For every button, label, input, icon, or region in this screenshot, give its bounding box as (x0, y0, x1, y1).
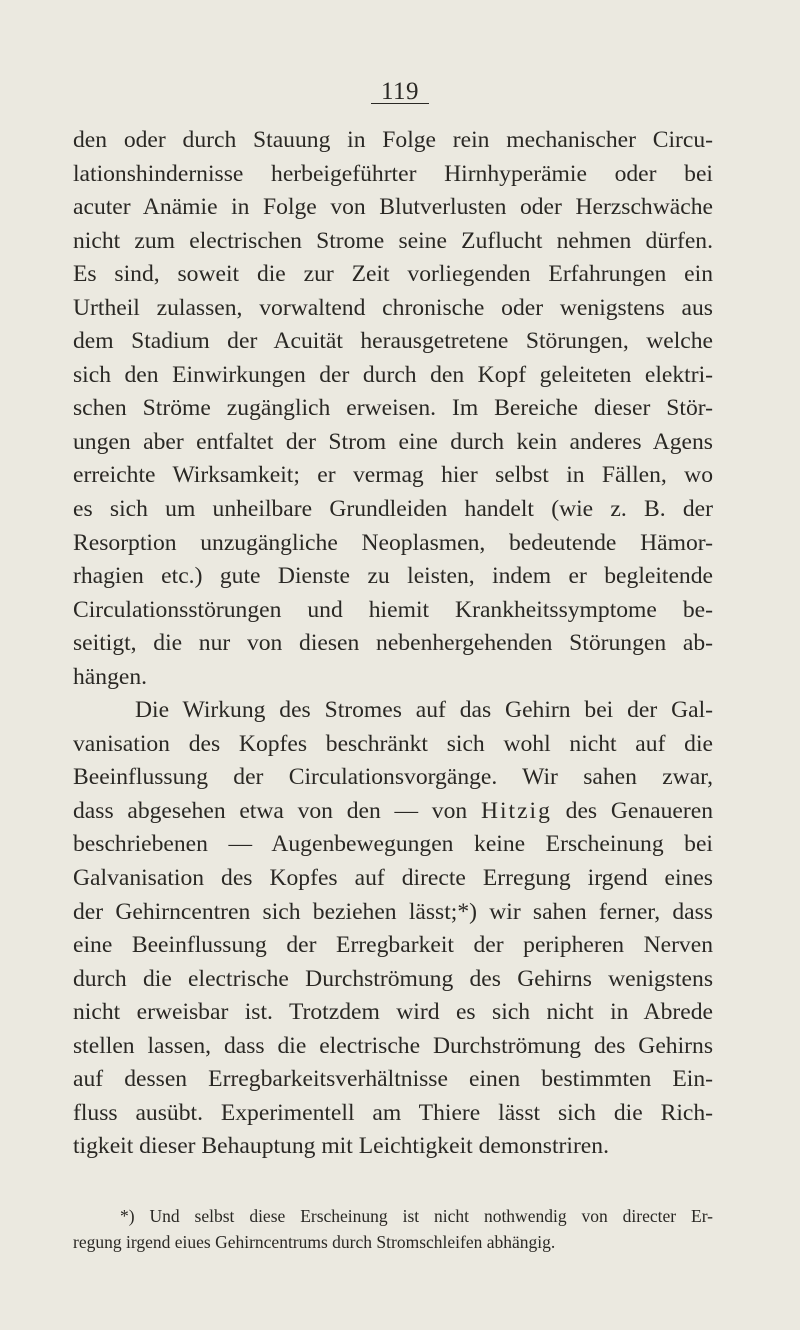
text-line: seitigt, die nur von diesen nebenhergehenden Störungen ab- (73, 630, 713, 657)
text-line: Es sind, soweit die zur Zeit vorliegenden Erfahrungen ein (73, 261, 713, 288)
text-line: Die Wirkung des Stromes auf das Gehirn bei der Gal- (135, 697, 713, 724)
paragraph-1 (73, 124, 713, 694)
text-fragment: dass abgesehen etwa von den — von (73, 797, 468, 824)
text-line: nicht zum electrischen Strome seine Zuflucht nehmen dürfen. (73, 227, 713, 254)
text-line: auf dessen Erregbarkeitsverhältnisse einen bestimmten Ein- (73, 1066, 713, 1093)
text-line: vanisation des Kopfes beschränkt sich wohl nicht auf die (73, 730, 713, 757)
footnote (73, 1203, 713, 1255)
text-line: schen Ströme zugänglich erweisen. Im Bereiche dieser Stör- (73, 395, 713, 422)
text-line: ungen aber entfaltet der Strom eine durch kein anderes Agens (73, 428, 713, 455)
text-line: lationshindernisse herbeigeführter Hirnhyperämie oder bei (73, 160, 713, 187)
text-line: rhagien etc.) gute Dienste zu leisten, indem er begleitende (73, 563, 713, 590)
footnote-line: regung irgend eiues Gehirncentrums durch Stromschleifen abhängig. (73, 1232, 556, 1252)
text-line: Galvanisation des Kopfes auf directe Erregung irgend eines (73, 865, 713, 892)
author-name: Hitzig (480, 797, 552, 824)
text-line: hängen. (73, 663, 148, 690)
text-line: Beeinflussung der Circulationsvorgänge. Wir sahen zwar, (73, 764, 713, 791)
text-line: fluss ausübt. Experimentell am Thiere lässt sich die Rich- (73, 1099, 713, 1126)
text-line: Resorption unzugängliche Neoplasmen, bedeutende Hämor- (73, 529, 713, 556)
text-fragment: des Genaueren (565, 797, 714, 824)
text-line: erreichte Wirksamkeit; er vermag hier selbst in Fällen, wo (73, 462, 713, 489)
main-text (73, 124, 713, 1164)
text-line: beschriebenen — Augenbewegungen keine Erscheinung bei (73, 831, 713, 858)
text-line: nicht erweisbar ist. Trotzdem wird es sich nicht in Abrede (73, 999, 713, 1026)
text-line: Circulationsstörungen und hiemit Krankheitssymptome be- (73, 596, 713, 623)
text-line: der Gehirncentren sich beziehen lässt;*) wir sahen ferner, dass (73, 898, 713, 925)
text-line-with-name (73, 795, 713, 829)
text-line: tigkeit dieser Behauptung mit Leichtigkeit demonstriren. (73, 1133, 609, 1160)
footnote-line: *) Und selbst diese Erscheinung ist nicht nothwendig von directer Er- (120, 1206, 713, 1226)
text-line: den oder durch Stauung in Folge rein mechanischer Circu- (73, 127, 713, 153)
text-line: Urtheil zulassen, vorwaltend chronische oder wenigstens aus (73, 294, 713, 321)
paragraph-2 (73, 694, 713, 1164)
text-line: dem Stadium der Acuität herausgetretene Störungen, welche (73, 328, 713, 355)
text-line: durch die electrische Durchströmung des Gehirns wenigstens (73, 965, 713, 992)
text-line: stellen lassen, dass die electrische Durchströmung des Gehirns (73, 1032, 713, 1059)
text-line: es sich um unheilbare Grundleiden handelt (wie z. B. der (73, 496, 713, 523)
page-number: 119 (0, 78, 800, 106)
text-line: sich den Einwirkungen der durch den Kopf geleiteten elektri- (73, 361, 713, 388)
text-line: acuter Anämie in Folge von Blutverlusten oder Herzschwäche (73, 194, 713, 221)
text-line: eine Beeinflussung der Erregbarkeit der peripheren Nerven (73, 932, 713, 959)
